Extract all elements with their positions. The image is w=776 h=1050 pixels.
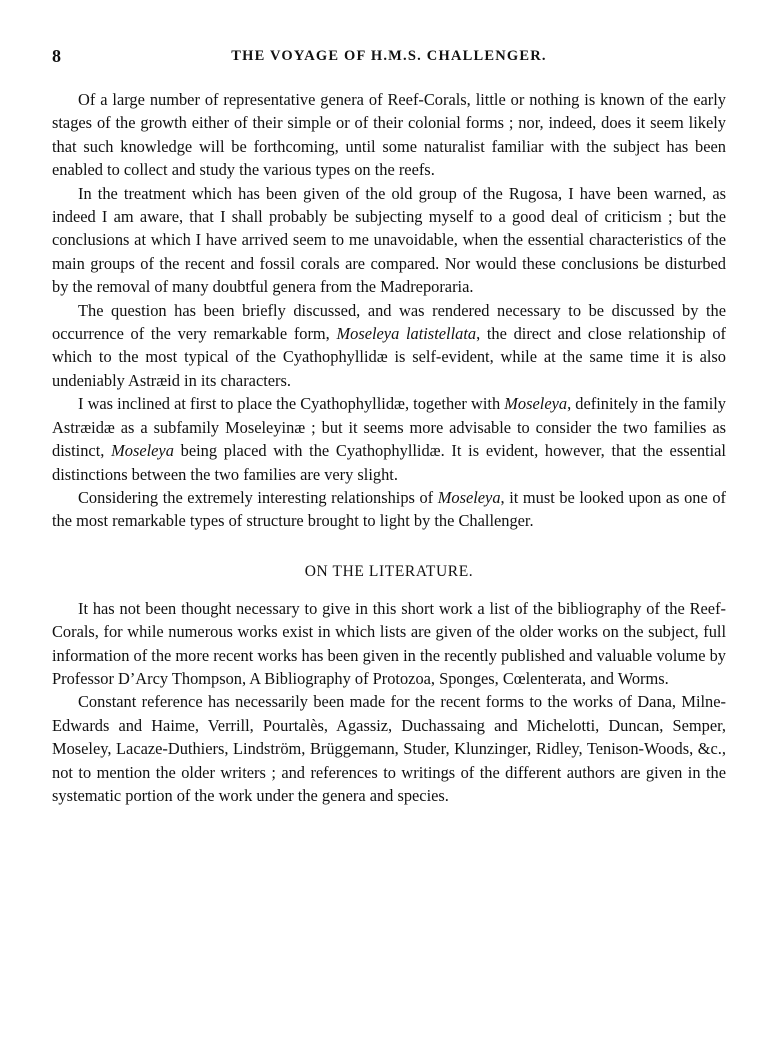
running-title: THE VOYAGE OF H.M.S. CHALLENGER. [231,48,547,64]
paragraph-3 [52,299,726,393]
text-segment: , it must be looked upon as one of the most remarkable types of structure brought to light by the Challenger. [52,487,727,531]
text-segment: It has not been thought necessary to give in this short work a list of the bibliography of the Reef-Corals, for while numerous works exist in which lists are given of the older works on the subject, full information of the more recent works has been given in the recently published and valuable volume by Professor D’Arcy Thompson, A Bibliography of Protozoa, Sponges, Cœlenterata, and Worms. [52,598,726,688]
italic-taxon-name: Moseleya [504,394,568,414]
italic-taxon-name: Moseleya latistellata [336,324,477,344]
text-segment: I was inclined at first to place the Cyathophyllidæ, together with [78,394,505,414]
literature-paragraph-2 [52,690,726,807]
text-segment: In the treatment which has been given of the old group of the Rugosa, I have been warned, as indeed I am aware, that I shall probably be subjecting myself to a good deal of criticism ; but the conclusions at which I have arrived seem to me unavoidable, when the essential characteristics of the main groups of the recent and fossil corals are compared. Nor would these conclusions be disturbed by the removal of many doubtful genera from the Madreporaria. [52,183,726,297]
italic-taxon-name: Moseleya [111,441,174,461]
body-text [52,88,726,807]
text-segment: , definitely in the family Astræidæ as a subfamily Moseleyinæ ; but it seems more advisable to consider the two families as distinct, [52,394,727,461]
paragraph-2 [52,182,726,299]
text-segment: The question has been briefly discussed, and was rendered necessary to be discussed by the occurrence of the very remarkable form, [52,300,726,344]
paragraph-5 [52,486,726,533]
italic-taxon-name: Moseleya [437,487,501,507]
text-segment: , the direct and close relationship of which to the most typical of the Cyathophyllidæ is self-evident, while at the same time it is also undeniably Astræid in its characters. [52,324,727,390]
text-segment: Considering the extremely interesting relationships of [78,487,438,507]
paragraph-4 [52,392,726,486]
page-header [52,46,726,70]
text-segment: Of a large number of representative genera of Reef-Corals, little or nothing is known of the early stages of the growth either of their simple or of their colonial forms ; nor, indeed, does it seem likely that such knowledge will be forthcoming, until some naturalist familiar with the subject has been enabled to collect and study the various types on the reefs. [52,90,726,180]
page-number: 8 [52,46,61,66]
literature-paragraph-1 [52,597,726,691]
paragraph-1 [52,88,726,182]
text-segment: being placed with the Cyathophyllidæ. It is evident, however, that the essential distinctions between the two families are very slight. [52,441,726,484]
text-segment: Constant reference has necessarily been made for the recent forms to the works of Dana, Milne-Edwards and Haime, Verrill, Pourtalès, Agassiz, Duchassaing and Michelotti, Duncan, Semper, Moseley, Lacaze-Duthiers, Lindström, Brüggemann, Studer, Klunzinger, Ridley, Tenison-Woods, &c., not to mention the older writers ; and references to writings of the different authors are given in the systematic portion of the work under the genera and species. [52,692,726,805]
section-heading: ON THE LITERATURE. [304,562,474,580]
